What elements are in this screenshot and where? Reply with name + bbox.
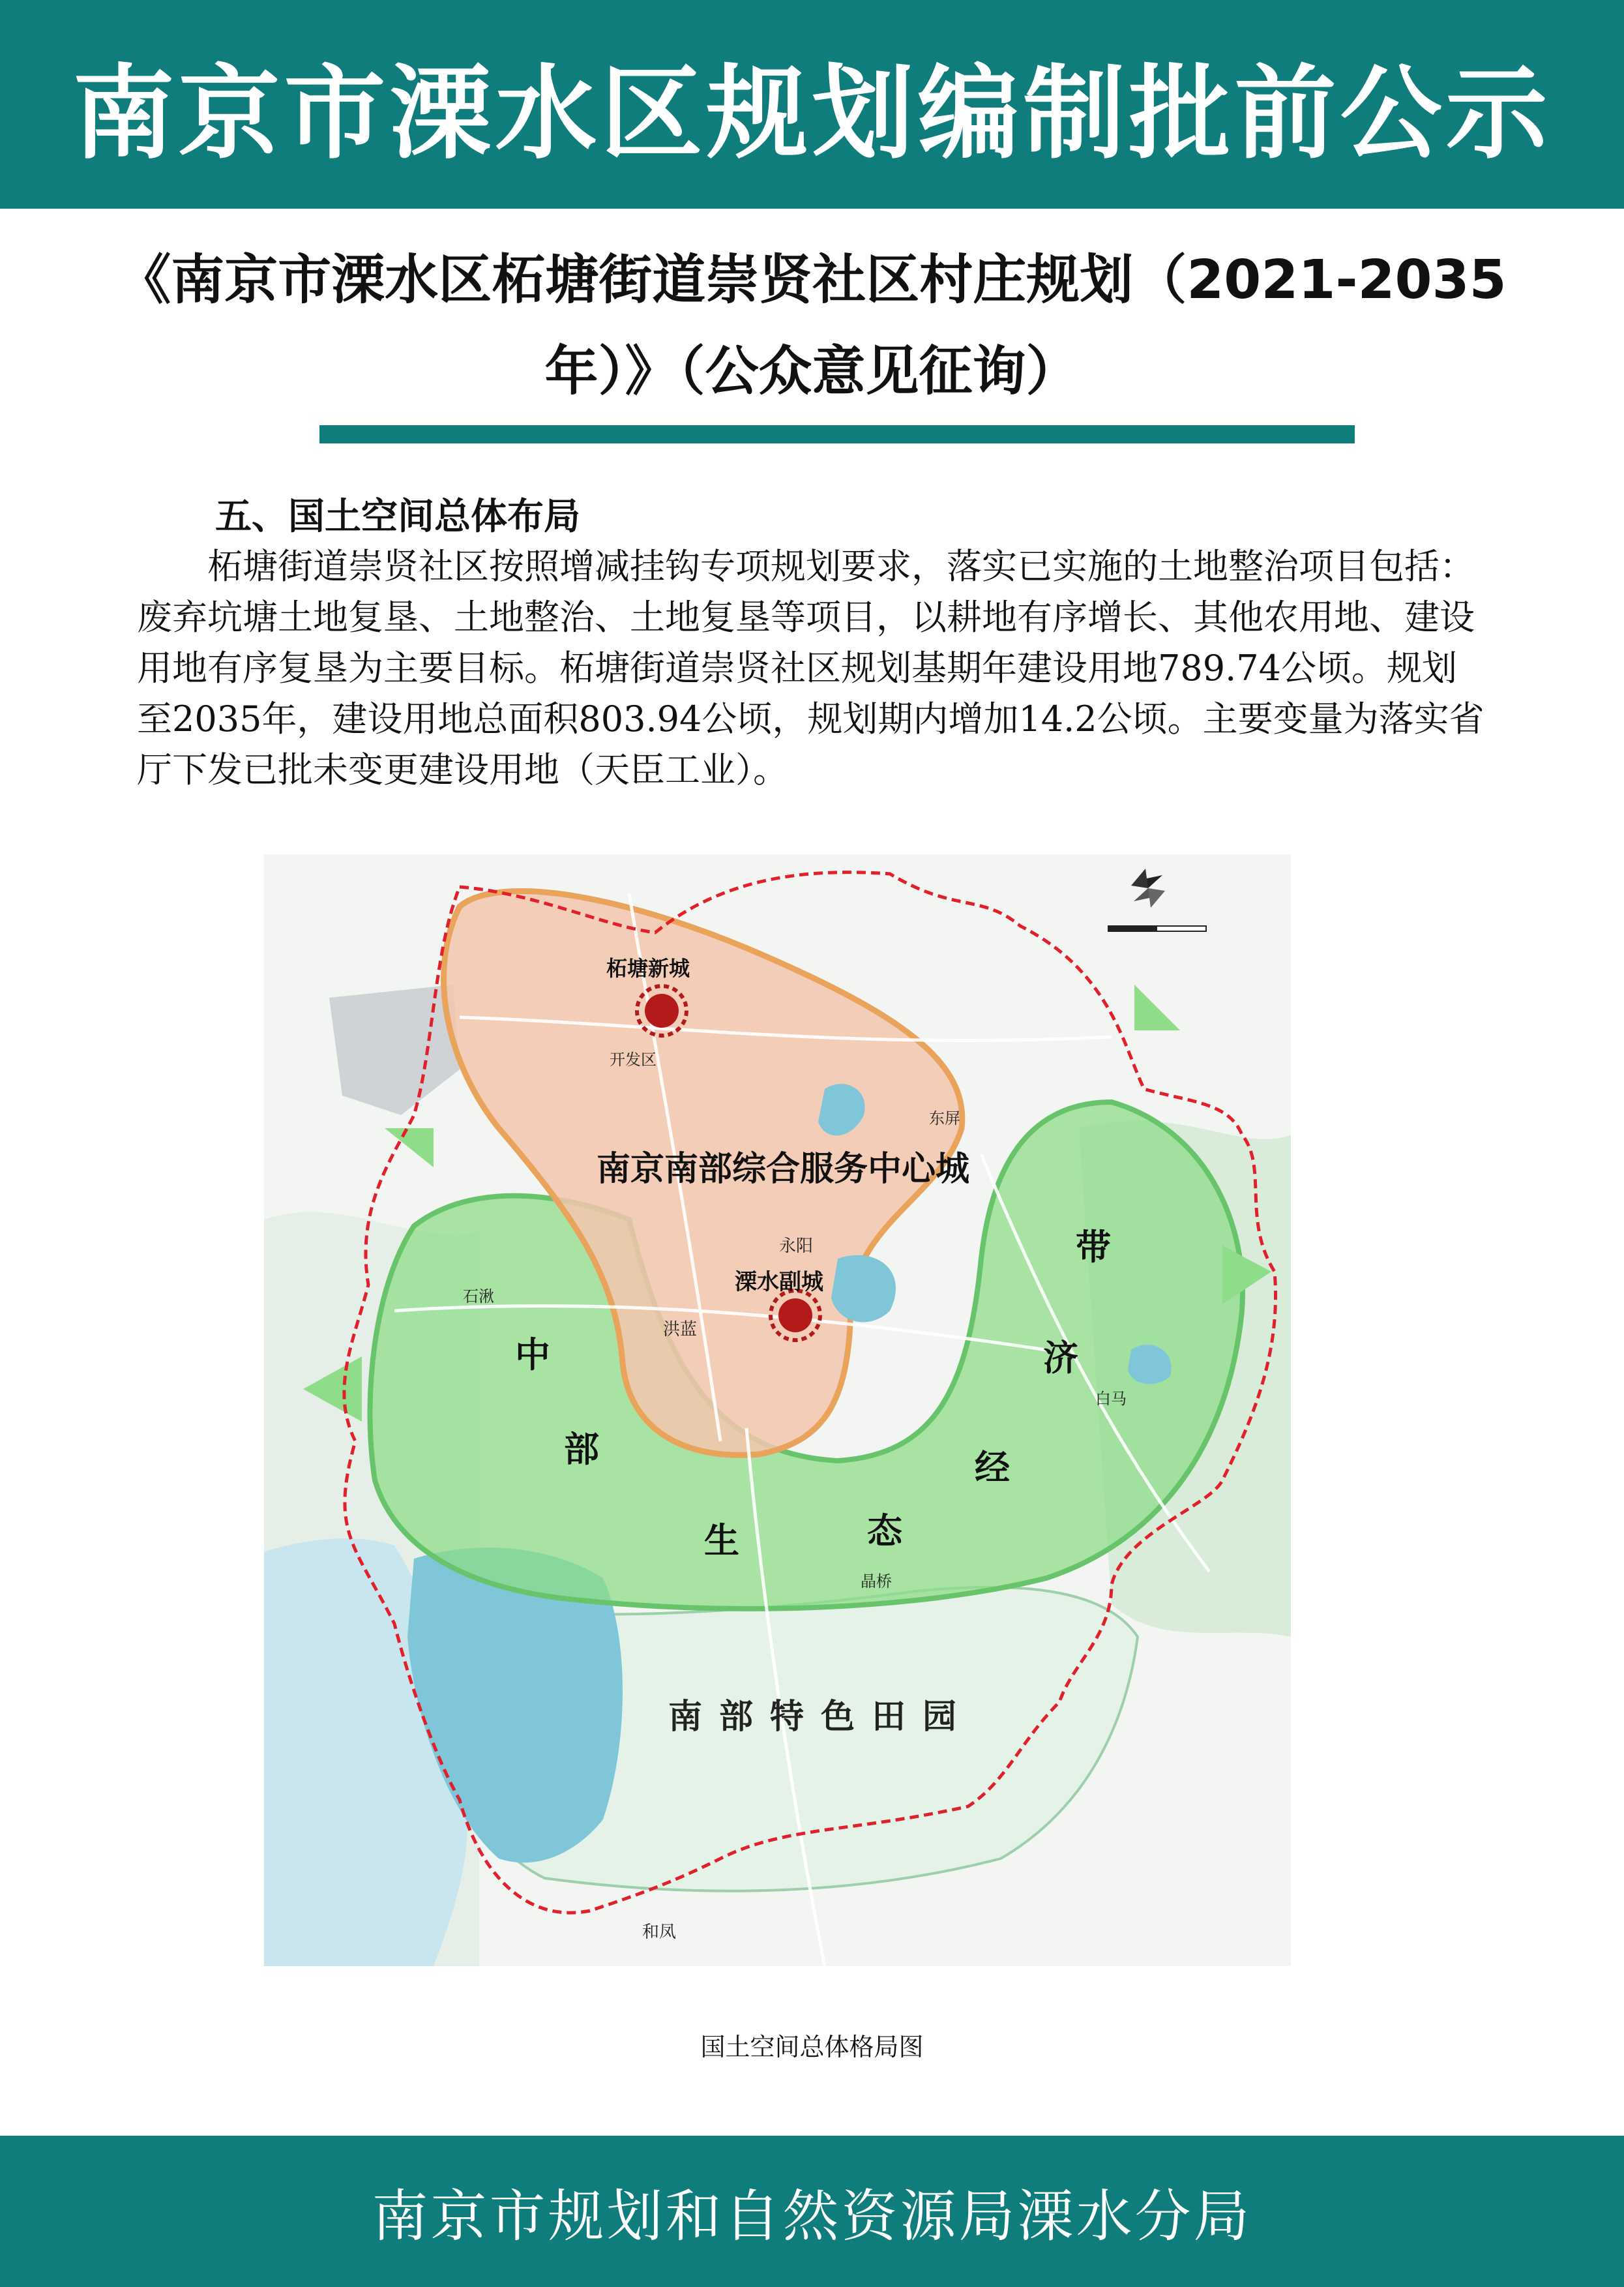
map-label-belt-zhong: 中 bbox=[515, 1334, 550, 1375]
map-label-baima: 白马 bbox=[1095, 1390, 1127, 1408]
map-label-yongyang: 永阳 bbox=[779, 1236, 814, 1256]
map-label-belt-bu: 部 bbox=[564, 1429, 599, 1470]
spatial-layout-map bbox=[264, 854, 1291, 1966]
map-label-lishui-sub-city: 溧水副城 bbox=[735, 1269, 823, 1295]
document-title-line-2: 年）》（公众意见征询） bbox=[544, 340, 1080, 402]
page-title: 南京市溧水区规划编制批前公示 bbox=[72, 53, 1552, 173]
map-label-service-center: 南京南部综合服务中心城 bbox=[597, 1150, 970, 1189]
map-label-belt-dai: 带 bbox=[1076, 1227, 1111, 1268]
scale-bar-icon bbox=[1108, 926, 1206, 931]
map-label-kaifaqu: 开发区 bbox=[610, 1051, 657, 1069]
map-label-shiqiu: 石湫 bbox=[463, 1287, 494, 1306]
footer-agency: 南京市规划和自然资源局溧水分局 bbox=[372, 2184, 1252, 2249]
section-body bbox=[137, 541, 1486, 796]
title-divider bbox=[319, 425, 1355, 443]
footer-band bbox=[0, 2136, 1624, 2287]
map-label-belt-tai: 态 bbox=[867, 1510, 902, 1551]
map-label-belt-sheng: 生 bbox=[704, 1520, 739, 1561]
map-label-belt-ji: 济 bbox=[1043, 1338, 1078, 1379]
map-label-honglan: 洪蓝 bbox=[663, 1320, 698, 1339]
section-paragraph: 柘塘街道崇贤社区按照增减挂钩专项规划要求，落实已实施的土地整治项目包括：废弃坑塘土地复垦、土地整治、土地复垦等项目，以耕地有序增长、其他农用地、建设用地有序复垦为主要目标。柘塘街道崇贤社区规划基期年建设用地789.74公顷。规划至2035年，建设用地总面积803.94公顷，规划期内增加14.2公顷。主要变量为落实省厅下发已批未变更建设用地（天臣工业）。 bbox=[137, 546, 1484, 790]
map-label-south-fields: 南部特色田园 bbox=[668, 1697, 974, 1737]
map-label-belt-jing: 经 bbox=[975, 1447, 1010, 1488]
map-label-jingqiao: 晶桥 bbox=[861, 1572, 892, 1591]
header-band bbox=[0, 0, 1624, 209]
map-caption: 国土空间总体格局图 bbox=[700, 2033, 924, 2061]
map-label-hefeng: 和凤 bbox=[642, 1922, 677, 1942]
map-graphic bbox=[264, 854, 1291, 1966]
map-label-dongping: 东屏 bbox=[929, 1109, 960, 1128]
section-heading: 五、国土空间总体布局 bbox=[215, 496, 580, 538]
map-label-zhetang-new-city: 柘塘新城 bbox=[606, 956, 690, 981]
document-title-line-1: 《南京市溧水区柘塘街道崇贤社区村庄规划（2021-2035 bbox=[117, 249, 1507, 311]
document-title bbox=[98, 235, 1526, 417]
